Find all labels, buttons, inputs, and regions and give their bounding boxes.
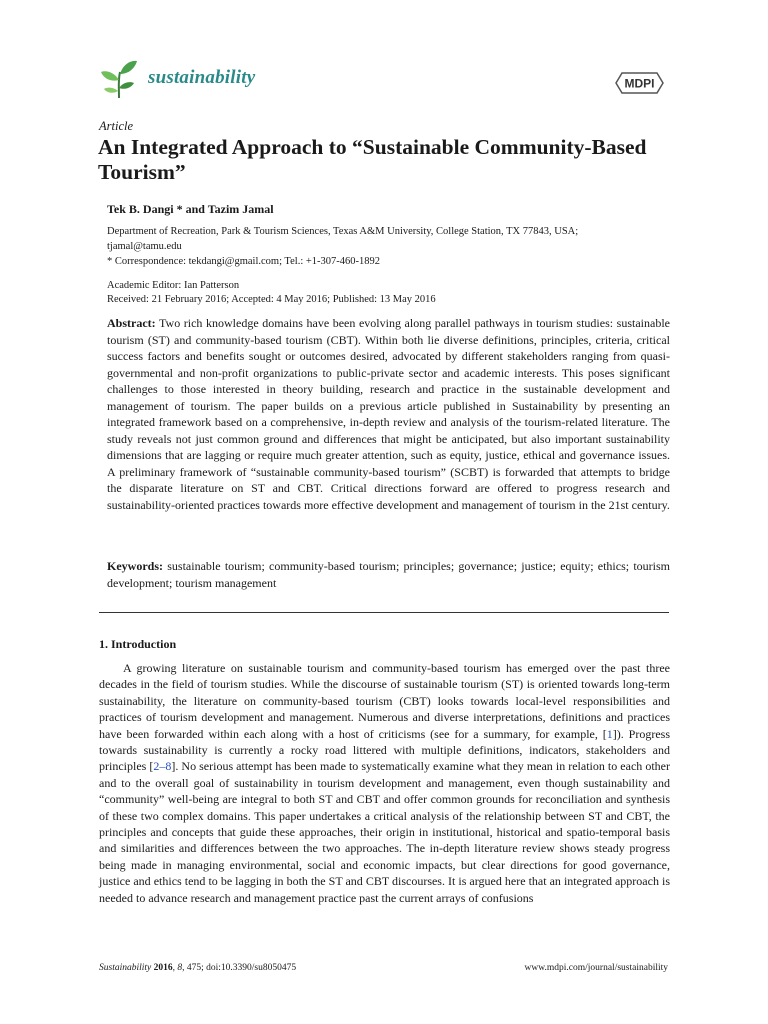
article-type: Article [99,119,134,133]
intro-text-a: A growing literature on sustainable tourism and community-based tourism has emerged over the past three decades in the field of tourism studies. While the discourse of sustainable tourism (ST) is oriented towards long-term sustainability, the literature on community-based tourism (CBT) looks towards local-level responsibilities and practices of tourism development and management. Numerous and diverse interpretations, definitions and practices have been forwarded within each along with a host of criticisms (see for a summary, for example, [ [99,661,670,741]
keywords [107,558,670,591]
abstract-label: Abstract: [107,316,156,330]
journal-url[interactable]: www.mdpi.com/journal/sustainability [524,963,668,973]
author-list: Tek B. Dangi * and Tazim Jamal [107,202,274,216]
section-heading: 1. Introduction [99,637,177,651]
journal-name: sustainability [148,67,256,88]
abstract [107,315,670,513]
journal-logo-icon [99,58,139,100]
citation-link[interactable]: 1 [606,726,613,741]
section-divider [99,612,669,613]
article-title: An Integrated Approach to “Sustainable Community-Based Tourism” [98,135,647,184]
affiliation-email: tjamal@tamu.edu [107,241,182,252]
introduction-paragraph [99,660,670,906]
footer-year: 2016 [153,963,173,973]
affiliation: Department of Recreation, Park & Tourism Sciences, Texas A&M University, College Station, TX 77843, USA; [107,226,579,237]
publisher-logo [612,70,667,96]
citation-link[interactable]: 2–8 [153,759,172,774]
footer-journal: Sustainability [99,963,152,973]
publisher-name: MDPI [624,76,655,91]
abstract-text: Two rich knowledge domains have been evolving along parallel pathways in tourism studies: sustainable tourism (ST) and community-based tourism (CBT). Within both lie diverse definitions, principles, criteria, critical success factors and benefits sought or outcomes desired, advocated by different stakeholders ranging from quasi-governmental and non-profit organizations to public-private sector and academic interests. This poses significant challenges to those interested in theory building, research and practice in the sustainable development and management of tourism. The paper builds on a previous article published in Sustainability by presenting an integrated framework based on a comprehensive, in-depth review and analysis of the tourism-related literature. The study reveals not just common ground and differences that might be anticipated, but also important sustainability dimensions that are lagging or require much greater attention, such as equity, justice, ethical and governance issues. A preliminary framework of “sustainable community-based tourism” (SCBT) is forwarded that attempts to bridge the disparate literature on ST and CBT. Critical directions forward are offered to progress research and sustainability-oriented practices towards more effective development and management of tourism in the 21st century. [107,316,670,512]
publication-dates: Received: 21 February 2016; Accepted: 4 May 2016; Published: 13 May 2016 [107,294,436,305]
correspondence: * Correspondence: tekdangi@gmail.com; Tel.: +1-307-460-1892 [107,256,381,267]
citation-footer: Sustainability 2016, 8, 475; doi:10.3390/su8050475 [99,963,297,973]
keywords-text: sustainable tourism; community-based tourism; principles; governance; justice; equity; ethics; tourism development; tourism management [107,559,671,590]
intro-text-b: ]). Progress towards sustainability is currently a rocky road littered with multiple definitions, indicators, stakeholders and principles [ [99,726,670,774]
intro-text-c: ]. No serious attempt has been made to systematically examine what they mean in relation to each other and to the overall goal of sustainability in tourism development and management, even though sustainability and “community” well-being are integral to both ST and CBT and offer common grounds for reconciliation and synthesis of these two complex domains. This paper undertakes a critical analysis of the relationship between ST and CBT, the principles and concepts that guide these approaches, their origin in institutional, historical and spatio-temporal basis and similarities and differences between the two approaches. The in-depth literature review shows steady progress being made in managing environmental, social and economic impacts, but clear directions for good governance, justice and ethics tend to be lagging in both the ST and CBT discourses. It is argued here that an integrated approach is needed to advance research and management practice past the current arrays of confusions [99,759,670,905]
academic-editor: Academic Editor: Ian Patterson [107,280,240,291]
footer-doi: , 475; doi:10.3390/su8050475 [182,963,297,973]
keywords-label: Keywords: [107,559,163,573]
footer-volume: 8 [177,963,183,973]
